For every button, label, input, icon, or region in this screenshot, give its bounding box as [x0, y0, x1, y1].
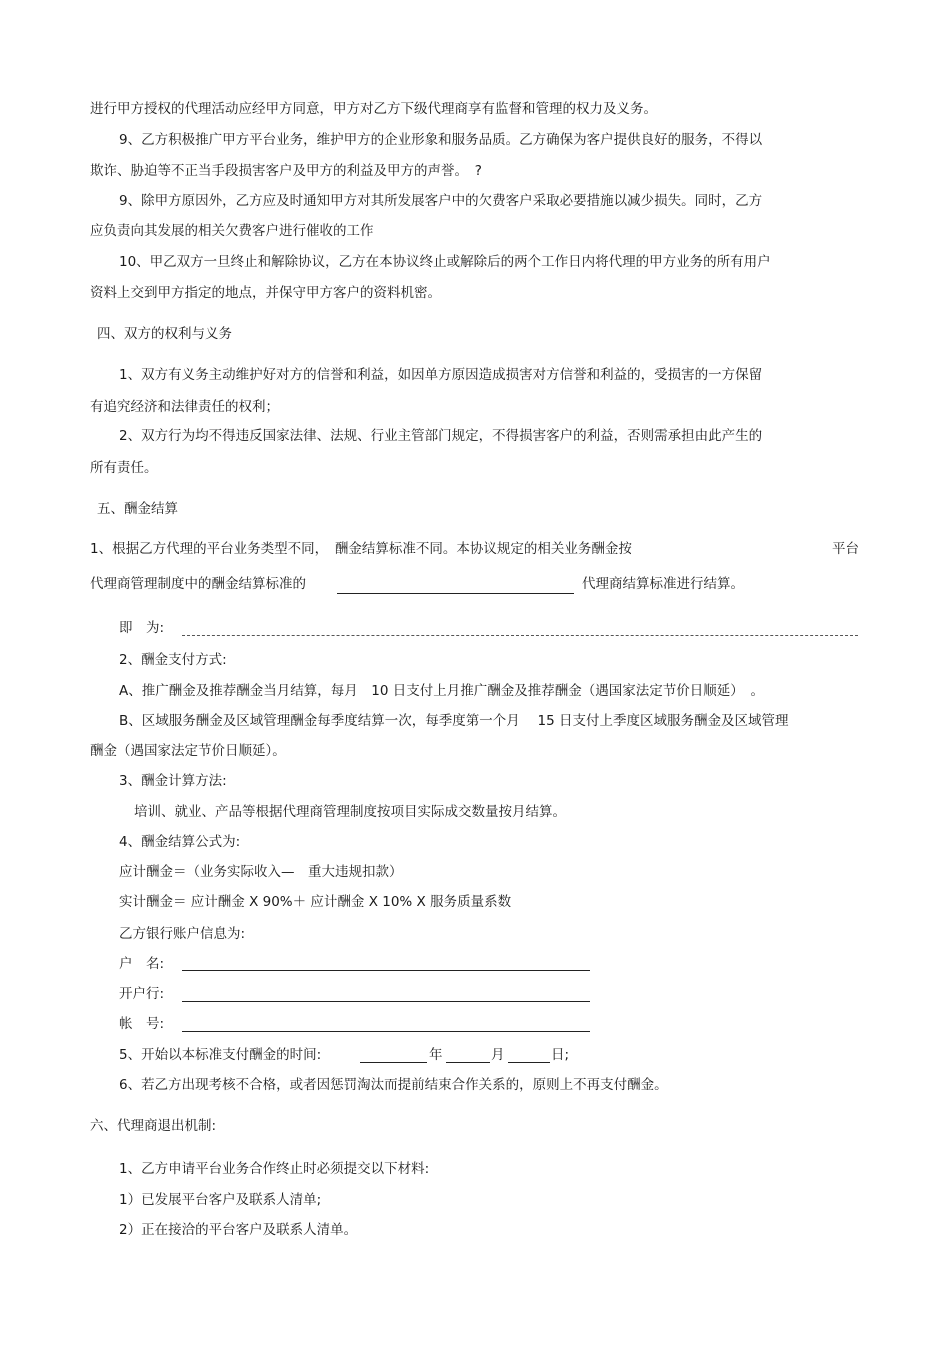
section-heading-exit: 六、代理商退出机制: [90, 1118, 217, 1134]
para-9b-line2: 应负责向其发展的相关欠费客户进行催收的工作 [90, 223, 374, 239]
start-year-field[interactable] [360, 1062, 427, 1063]
account-name-label: 户 名: [119, 956, 165, 972]
namely-label: 即 为: [119, 620, 165, 636]
bank-info-heading: 乙方银行账户信息为: [119, 926, 246, 942]
para-10-line1: 10、甲乙双方一旦终止和解除协议，乙方在本协议终止或解除后的两个工作日内将代理的甲方业务的所有用户 [119, 254, 771, 270]
payment-method-a: A、推广酬金及推荐酬金当月结算，每月 10 日支付上月推广酬金及推荐酬金（遇国家法定节价日顺延） 。 [119, 683, 764, 699]
month-label: 月 [491, 1047, 505, 1063]
para-settlement-6: 6、若乙方出现考核不合格，或者因惩罚淘汰而提前结束合作关系的，原则上不再支付酬金。 [119, 1077, 668, 1093]
calc-method-text: 培训、就业、产品等根据代理商管理制度按项目实际成交数量按月结算。 [134, 804, 566, 820]
payment-method-b-line2: 酬金（遇国家法定节价日顺延）。 [90, 743, 286, 759]
bank-branch-field[interactable] [182, 1001, 590, 1002]
start-month-field[interactable] [446, 1062, 490, 1063]
section-heading-rights: 四、双方的权利与义务 [97, 326, 232, 342]
para-rights-1-line2: 有追究经济和法律责任的权利； [90, 399, 279, 415]
para-9a-line2: 欺诈、胁迫等不正当手段损害客户及甲方的利益及甲方的声誉。 ? [90, 163, 482, 179]
payment-method-b-line1: B、区域服务酬金及区域管理酬金每季度结算一次，每季度第一个月 15 日支付上季度区域服务酬金及区域管理 [119, 713, 789, 729]
para-9b-line1: 9、除甲方原因外，乙方应及时通知甲方对其所发展客户中的欠费客户采取必要措施以减少损失。同时，乙方 [119, 193, 763, 209]
para-rights-2-line1: 2、双方行为均不得违反国家法律、法规、行业主管部门规定，不得损害客户的利益，否则需承担由此产生的 [119, 428, 763, 444]
calc-method-heading: 3、酬金计算方法: [119, 773, 227, 789]
para-9a-line1: 9、乙方积极推广甲方平台业务，维护甲方的企业形象和服务品质。乙方确保为客户提供良好的服务，不得以 [119, 132, 763, 148]
formula-payable: 应计酬金＝（业务实际收入— 重大违规扣款） [119, 864, 403, 880]
settlement-standard-blank[interactable] [337, 593, 574, 594]
exit-materials-item-2: 2）正在接洽的平台客户及联系人清单。 [119, 1222, 358, 1238]
payment-method-heading: 2、酬金支付方式: [119, 652, 227, 668]
start-date-label: 5、开始以本标准支付酬金的时间: [119, 1047, 322, 1063]
exit-materials-item-1: 1）已发展平台客户及联系人清单; [119, 1192, 322, 1208]
account-name-field[interactable] [182, 970, 590, 971]
day-label: 日; [551, 1047, 570, 1063]
exit-materials-heading: 1、乙方申请平台业务合作终止时必须提交以下材料: [119, 1161, 430, 1177]
para-settlement-1-line1b: 平台 [832, 541, 859, 557]
para-settlement-1-line2b: 代理商结算标准进行结算。 [582, 576, 744, 592]
para-10-line2: 资料上交到甲方指定的地点，并保守甲方客户的资料机密。 [90, 285, 441, 301]
namely-dotted-blank[interactable] [182, 635, 858, 636]
para-settlement-1-line1a: 1、根据乙方代理的平台业务类型不同， 酬金结算标准不同。本协议规定的相关业务酬金按 [90, 541, 632, 557]
section-heading-settlement: 五、酬金结算 [97, 501, 178, 517]
year-label: 年 [429, 1047, 443, 1063]
para-settlement-1-line2a: 代理商管理制度中的酬金结算标准的 [90, 576, 306, 592]
para-authorization: 进行甲方授权的代理活动应经甲方同意，甲方对乙方下级代理商享有监督和管理的权力及义务。 [90, 101, 657, 117]
formula-actual: 实计酬金＝ 应计酬金 X 90%＋ 应计酬金 X 10% X 服务质量系数 [119, 894, 512, 910]
para-rights-1-line1: 1、双方有义务主动维护好对方的信誉和利益，如因单方原因造成损害对方信誉和利益的，受损害的一方保留 [119, 367, 763, 383]
para-rights-2-line2: 所有责任。 [90, 460, 158, 476]
start-day-field[interactable] [508, 1062, 550, 1063]
formula-heading: 4、酬金结算公式为: [119, 834, 241, 850]
account-number-label: 帐 号: [119, 1016, 165, 1032]
account-number-field[interactable] [182, 1031, 590, 1032]
bank-branch-label: 开户行: [119, 986, 165, 1002]
